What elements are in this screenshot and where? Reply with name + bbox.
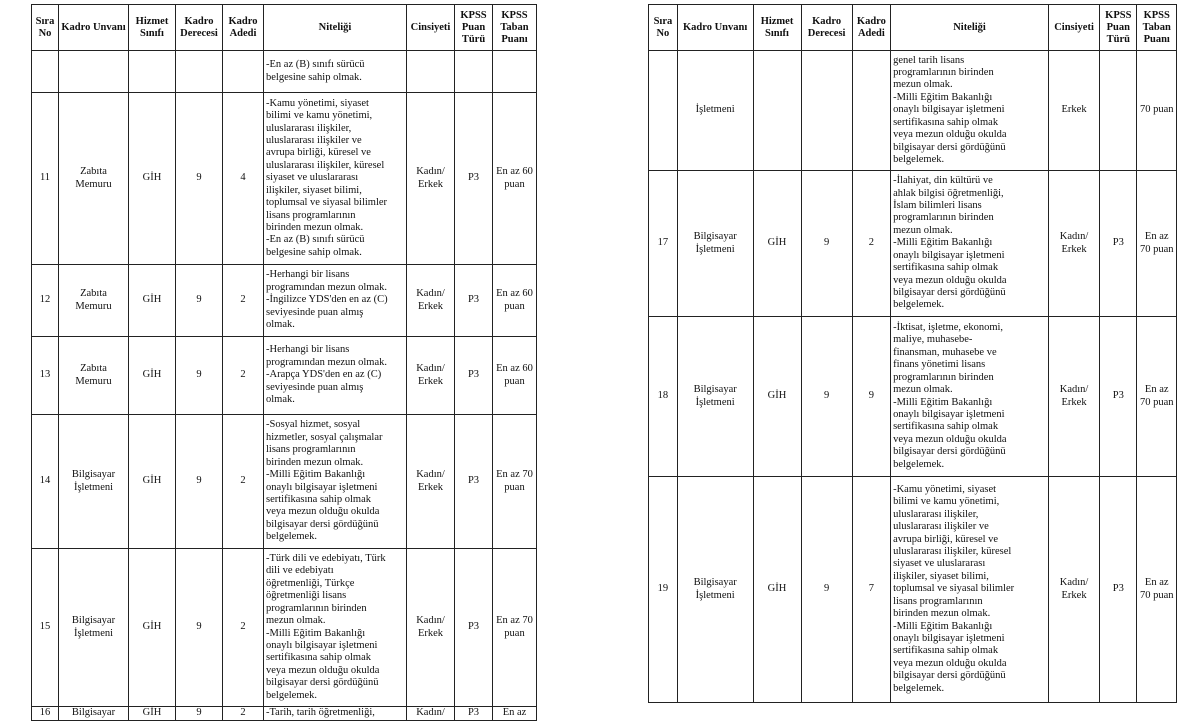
- niteligi-line: programlarının birinden: [893, 212, 994, 224]
- niteligi-line: toplumsal ve siyasal bilimler: [266, 197, 388, 209]
- niteligi-line: birinden mezun olmak.: [266, 456, 364, 468]
- kadro-derecesi-cell: 9: [801, 171, 852, 317]
- niteligi-line: veya mezun olduğu okulda: [266, 506, 380, 518]
- cinsiyeti-cell: [407, 51, 455, 93]
- niteligi-cell: [264, 415, 407, 549]
- cinsiyeti-cell: Kadın/ Erkek: [407, 415, 455, 549]
- left-table-body: [32, 51, 537, 721]
- niteligi-line: uluslararası ilişkiler,: [893, 508, 979, 520]
- niteligi-cell: [264, 549, 407, 707]
- header-kadro-adedi: Kadro Adedi: [852, 5, 890, 51]
- niteligi-line: sertifikasına sahip olmak: [266, 493, 371, 505]
- niteligi-line: -İlahiyat, din kültürü ve: [893, 175, 993, 187]
- kpss-taban-puani-cell: En az 60 puan: [493, 93, 537, 265]
- cinsiyeti-cell: Kadın/ Erkek: [1048, 171, 1099, 317]
- niteligi-line: uluslararası ilişkiler,: [266, 122, 352, 134]
- kadro-unvani-cell: Bilgisayar İşletmeni: [677, 477, 753, 703]
- sira-no-cell: 12: [32, 265, 59, 337]
- kpss-puan-turu-cell: P3: [1100, 171, 1137, 317]
- niteligi-line: ilişkiler, siyaset bilimi,: [893, 570, 989, 582]
- cinsiyeti-cell: Kadın/ Erkek: [407, 337, 455, 415]
- niteligi-line: belgelemek.: [893, 299, 945, 311]
- cinsiyeti-cell: Erkek: [1048, 51, 1099, 171]
- niteligi-line: -Milli Eğitim Bakanlığı: [893, 396, 993, 408]
- niteligi-line: veya mezun olduğu okulda: [266, 664, 380, 676]
- kpss-taban-puani-cell: En az 60 puan: [493, 337, 537, 415]
- hizmet-sinifi-cell: GİH: [129, 707, 176, 721]
- kpss-taban-puani-cell: En az 70 puan: [1137, 317, 1177, 477]
- niteligi-line: ahlak bilgisi öğretmenliği,: [893, 187, 1004, 199]
- niteligi-cell: [264, 51, 407, 93]
- niteligi-cell: [891, 171, 1049, 317]
- niteligi-line: onaylı bilgisayar işletmeni: [893, 632, 1005, 644]
- niteligi-line: bilgisayar dersi gördüğünü: [893, 141, 1006, 153]
- kadro-derecesi-cell: [801, 51, 852, 171]
- kadro-adedi-cell: 2: [852, 171, 890, 317]
- niteligi-line: belgelemek.: [893, 458, 945, 470]
- kadro-adedi-cell: 2: [223, 707, 264, 721]
- sira-no-cell: [649, 51, 678, 171]
- kadro-derecesi-cell: 9: [176, 93, 223, 265]
- niteligi-line: -Sosyal hizmet, sosyal: [266, 419, 361, 431]
- kpss-puan-turu-cell: [1100, 51, 1137, 171]
- hizmet-sinifi-cell: GİH: [753, 317, 801, 477]
- cinsiyeti-cell: Kadın/ Erkek: [407, 265, 455, 337]
- header-cinsiyeti: Cinsiyeti: [1048, 5, 1099, 51]
- kadro-adedi-cell: 7: [852, 477, 890, 703]
- header-row: [649, 5, 1177, 51]
- niteligi-line: dili ve edebiyatı: [266, 565, 334, 577]
- kpss-puan-turu-cell: P3: [455, 337, 493, 415]
- niteligi-cell: [891, 477, 1049, 703]
- table-row: [649, 171, 1177, 317]
- table-row: [32, 93, 537, 265]
- niteligi-line: lisans programlarının: [266, 444, 356, 456]
- kpss-puan-turu-cell: P3: [455, 265, 493, 337]
- niteligi-line: -Türk dili ve edebiyatı, Türk: [266, 553, 386, 565]
- kadro-unvani-cell: [59, 51, 129, 93]
- kpss-puan-turu-cell: P3: [455, 93, 493, 265]
- header-niteligi: Niteliği: [264, 5, 407, 51]
- niteligi-line: belgelemek.: [266, 531, 318, 543]
- niteligi-line: sertifikasına sahip olmak: [893, 262, 999, 274]
- niteligi-line: genel tarih lisans: [893, 54, 965, 66]
- cinsiyeti-cell: Kadın/ Erkek: [1048, 477, 1099, 703]
- niteligi-line: -Herhangi bir lisans: [266, 269, 350, 281]
- kpss-taban-puani-cell: En az 70 puan: [1137, 171, 1177, 317]
- niteligi-line: veya mezun olduğu okulda: [893, 657, 1007, 669]
- table-row: [32, 549, 537, 707]
- header-hizmet-sinifi: Hizmet Sınıfı: [129, 5, 176, 51]
- niteligi-line: mezun olmak.: [266, 615, 326, 627]
- niteligi-line: toplumsal ve siyasal bilimler: [893, 583, 1015, 595]
- sira-no-cell: 18: [649, 317, 678, 477]
- niteligi-line: -En az (B) sınıfı sürücü: [266, 59, 365, 71]
- niteligi-line: -Kamu yönetimi, siyaset: [266, 97, 369, 109]
- niteligi-line: uluslararası ilişkiler ve: [266, 135, 362, 147]
- hizmet-sinifi-cell: GİH: [129, 337, 176, 415]
- kpss-taban-puani-cell: 70 puan: [1137, 51, 1177, 171]
- niteligi-line: avrupa birliği, küresel ve: [266, 147, 371, 159]
- niteligi-line: seviyesinde puan almış: [266, 381, 364, 393]
- table-row: [32, 707, 537, 721]
- kadro-unvani-cell: Bilgisayar İşletmeni: [677, 317, 753, 477]
- kadro-unvani-cell: Bilgisayar İşletmeni: [677, 171, 753, 317]
- niteligi-line: bilimi ve kamu yönetimi,: [266, 110, 373, 122]
- kadro-adedi-cell: 2: [223, 415, 264, 549]
- niteligi-line: belgesine sahip olmak.: [266, 71, 362, 83]
- niteligi-line: programlarının birinden: [893, 67, 994, 79]
- hizmet-sinifi-cell: [753, 51, 801, 171]
- hizmet-sinifi-cell: GİH: [129, 415, 176, 549]
- kadro-derecesi-cell: [176, 51, 223, 93]
- kadro-derecesi-cell: 9: [801, 477, 852, 703]
- niteligi-line: belgelemek.: [893, 153, 945, 165]
- niteligi-line: -Tarih, tarih öğretmenliği,: [266, 707, 375, 719]
- niteligi-line: -En az (B) sınıfı sürücü: [266, 234, 365, 246]
- niteligi-line: onaylı bilgisayar işletmeni: [893, 249, 1005, 261]
- cinsiyeti-cell: Kadın/: [407, 707, 455, 721]
- table-row: [649, 51, 1177, 171]
- header-hizmet-sinifi: Hizmet Sınıfı: [753, 5, 801, 51]
- niteligi-line: uluslararası ilişkiler, küresel: [266, 159, 385, 171]
- niteligi-line: bilgisayar dersi gördüğünü: [266, 518, 379, 530]
- sira-no-cell: 14: [32, 415, 59, 549]
- header-sira-no: Sıra No: [649, 5, 678, 51]
- right-table-body: [649, 51, 1177, 703]
- niteligi-line: -Herhangi bir lisans: [266, 344, 350, 356]
- niteligi-line: -Milli Eğitim Bakanlığı: [893, 620, 993, 632]
- kpss-taban-puani-cell: En az 60 puan: [493, 265, 537, 337]
- hizmet-sinifi-cell: GİH: [129, 93, 176, 265]
- kpss-taban-puani-cell: En az 70 puan: [493, 415, 537, 549]
- header-kpss-taban-puani: KPSS Taban Puanı: [493, 5, 537, 51]
- header-kpss-puan-turu: KPSS Puan Türü: [455, 5, 493, 51]
- niteligi-line: öğretmenliği lisans: [266, 590, 347, 602]
- sira-no-cell: 17: [649, 171, 678, 317]
- header-row: [32, 5, 537, 51]
- kpss-taban-puani-cell: [493, 51, 537, 93]
- kadro-unvani-cell: İşletmeni: [677, 51, 753, 171]
- niteligi-line: -Arapça YDS'den en az (C): [266, 369, 382, 381]
- header-kadro-adedi: Kadro Adedi: [223, 5, 264, 51]
- kadro-derecesi-cell: 9: [801, 317, 852, 477]
- niteligi-line: mezun olmak.: [893, 384, 953, 396]
- niteligi-line: ilişkiler, siyaset bilimi,: [266, 184, 362, 196]
- header-niteligi: Niteliği: [891, 5, 1049, 51]
- niteligi-line: -Milli Eğitim Bakanlığı: [893, 91, 993, 103]
- niteligi-line: belgelemek.: [893, 682, 945, 694]
- niteligi-cell: [264, 93, 407, 265]
- sira-no-cell: 11: [32, 93, 59, 265]
- niteligi-cell: [891, 317, 1049, 477]
- header-kpss-taban-puani: KPSS Taban Puanı: [1137, 5, 1177, 51]
- kpss-puan-turu-cell: P3: [455, 707, 493, 721]
- niteligi-line: -İngilizce YDS'den en az (C): [266, 294, 388, 306]
- niteligi-line: onaylı bilgisayar işletmeni: [893, 104, 1005, 116]
- niteligi-line: mezun olmak.: [893, 224, 953, 236]
- niteligi-line: -İktisat, işletme, ekonomi,: [893, 322, 1004, 334]
- niteligi-line: mezun olmak.: [893, 79, 953, 91]
- niteligi-line: sertifikasına sahip olmak: [893, 645, 999, 657]
- niteligi-line: belgelemek.: [266, 689, 318, 701]
- kadro-unvani-cell: Bilgisayar İşletmeni: [59, 415, 129, 549]
- kadro-derecesi-cell: 9: [176, 415, 223, 549]
- niteligi-line: bilimi ve kamu yönetimi,: [893, 496, 1000, 508]
- niteligi-line: lisans programlarının: [266, 209, 356, 221]
- cinsiyeti-cell: Kadın/ Erkek: [407, 549, 455, 707]
- table-row: [649, 477, 1177, 703]
- niteligi-line: bilgisayar dersi gördüğünü: [266, 677, 379, 689]
- niteligi-cell: [264, 337, 407, 415]
- niteligi-line: veya mezun olduğu okulda: [893, 433, 1007, 445]
- niteligi-line: -Milli Eğitim Bakanlığı: [893, 237, 993, 249]
- niteligi-line: öğretmenliği, Türkçe: [266, 577, 355, 589]
- header-kadro-unvani: Kadro Unvanı: [677, 5, 753, 51]
- kadro-adedi-cell: [852, 51, 890, 171]
- kpss-puan-turu-cell: P3: [1100, 477, 1137, 703]
- kadro-derecesi-cell: 9: [176, 337, 223, 415]
- cinsiyeti-cell: Kadın/ Erkek: [407, 93, 455, 265]
- sira-no-cell: 13: [32, 337, 59, 415]
- table-row: [649, 317, 1177, 477]
- niteligi-line: programlarının birinden: [893, 371, 994, 383]
- left-page-table: [31, 4, 537, 721]
- header-kadro-derecesi: Kadro Derecesi: [801, 5, 852, 51]
- kadro-adedi-cell: [223, 51, 264, 93]
- niteligi-line: hizmetler, sosyal çalışmalar: [266, 431, 383, 443]
- niteligi-cell: [891, 51, 1049, 171]
- kadro-unvani-cell: Zabıta Memuru: [59, 265, 129, 337]
- niteligi-line: uluslararası ilişkiler, küresel: [893, 546, 1012, 558]
- niteligi-line: sertifikasına sahip olmak: [266, 652, 371, 664]
- niteligi-line: uluslararası ilişkiler ve: [893, 521, 989, 533]
- niteligi-line: onaylı bilgisayar işletmeni: [266, 481, 378, 493]
- niteligi-line: maliye, muhasebe-: [893, 334, 973, 346]
- niteligi-line: bilgisayar dersi gördüğünü: [893, 286, 1006, 298]
- table-row: [32, 265, 537, 337]
- right-page-table: [648, 4, 1177, 703]
- kpss-puan-turu-cell: P3: [1100, 317, 1137, 477]
- kadro-adedi-cell: 2: [223, 265, 264, 337]
- kpss-puan-turu-cell: P3: [455, 415, 493, 549]
- niteligi-line: finansman, muhasebe ve: [893, 346, 997, 358]
- kadro-adedi-cell: 2: [223, 337, 264, 415]
- kadro-adedi-cell: 2: [223, 549, 264, 707]
- niteligi-line: bilgisayar dersi gördüğünü: [893, 670, 1006, 682]
- kadro-unvani-cell: Bilgisayar İşletmeni: [59, 549, 129, 707]
- table-row: [32, 337, 537, 415]
- niteligi-line: finans yönetimi lisans: [893, 359, 986, 371]
- niteligi-line: avrupa birliği, küresel ve: [893, 533, 999, 545]
- kadro-unvani-cell: Zabıta Memuru: [59, 93, 129, 265]
- sira-no-cell: 19: [649, 477, 678, 703]
- kadro-adedi-cell: 4: [223, 93, 264, 265]
- niteligi-line: siyaset ve uluslararası: [893, 558, 986, 570]
- niteligi-line: İslam bilimleri lisans: [893, 200, 982, 212]
- kadro-adedi-cell: 9: [852, 317, 890, 477]
- niteligi-line: onaylı bilgisayar işletmeni: [893, 408, 1005, 420]
- niteligi-line: seviyesinde puan almış: [266, 306, 364, 318]
- niteligi-line: lisans programlarının: [893, 595, 983, 607]
- sira-no-cell: [32, 51, 59, 93]
- niteligi-line: -Milli Eğitim Bakanlığı: [266, 627, 366, 639]
- header-sira-no: Sıra No: [32, 5, 59, 51]
- kadro-derecesi-cell: 9: [176, 707, 223, 721]
- niteligi-line: siyaset ve uluslararası: [266, 172, 359, 184]
- niteligi-cell: [264, 265, 407, 337]
- niteligi-line: programından mezun olmak.: [266, 356, 388, 368]
- niteligi-line: -Kamu yönetimi, siyaset: [893, 484, 997, 496]
- kadro-unvani-cell: Bilgisayar: [59, 707, 129, 721]
- cinsiyeti-cell: Kadın/ Erkek: [1048, 317, 1099, 477]
- niteligi-line: programlarının birinden: [266, 602, 367, 614]
- kadro-derecesi-cell: 9: [176, 549, 223, 707]
- niteligi-line: olmak.: [266, 319, 295, 331]
- hizmet-sinifi-cell: GİH: [129, 265, 176, 337]
- niteligi-line: olmak.: [266, 394, 295, 406]
- table-row: [32, 415, 537, 549]
- kpss-taban-puani-cell: En az 70 puan: [493, 549, 537, 707]
- table-row: [32, 51, 537, 93]
- niteligi-line: sertifikasına sahip olmak: [893, 116, 999, 128]
- niteligi-line: veya mezun olduğu okulda: [893, 274, 1007, 286]
- niteligi-line: onaylı bilgisayar işletmeni: [266, 639, 378, 651]
- kpss-puan-turu-cell: [455, 51, 493, 93]
- sira-no-cell: 16: [32, 707, 59, 721]
- niteligi-line: programından mezun olmak.: [266, 281, 388, 293]
- niteligi-cell: [264, 707, 407, 721]
- niteligi-line: bilgisayar dersi gördüğünü: [893, 446, 1006, 458]
- kpss-taban-puani-cell: En az 70 puan: [1137, 477, 1177, 703]
- hizmet-sinifi-cell: GİH: [753, 477, 801, 703]
- niteligi-line: sertifikasına sahip olmak: [893, 421, 999, 433]
- header-kadro-unvani: Kadro Unvanı: [59, 5, 129, 51]
- niteligi-line: veya mezun olduğu okulda: [893, 129, 1007, 141]
- niteligi-line: belgesine sahip olmak.: [266, 246, 362, 258]
- sira-no-cell: 15: [32, 549, 59, 707]
- hizmet-sinifi-cell: GİH: [753, 171, 801, 317]
- hizmet-sinifi-cell: GİH: [129, 549, 176, 707]
- kadro-unvani-cell: Zabıta Memuru: [59, 337, 129, 415]
- kadro-derecesi-cell: 9: [176, 265, 223, 337]
- header-kpss-puan-turu: KPSS Puan Türü: [1100, 5, 1137, 51]
- niteligi-line: birinden mezun olmak.: [893, 608, 991, 620]
- kpss-taban-puani-cell: En az: [493, 707, 537, 721]
- niteligi-line: -Milli Eğitim Bakanlığı: [266, 469, 366, 481]
- header-kadro-derecesi: Kadro Derecesi: [176, 5, 223, 51]
- kpss-puan-turu-cell: P3: [455, 549, 493, 707]
- niteligi-line: birinden mezun olmak.: [266, 221, 364, 233]
- header-cinsiyeti: Cinsiyeti: [407, 5, 455, 51]
- hizmet-sinifi-cell: [129, 51, 176, 93]
